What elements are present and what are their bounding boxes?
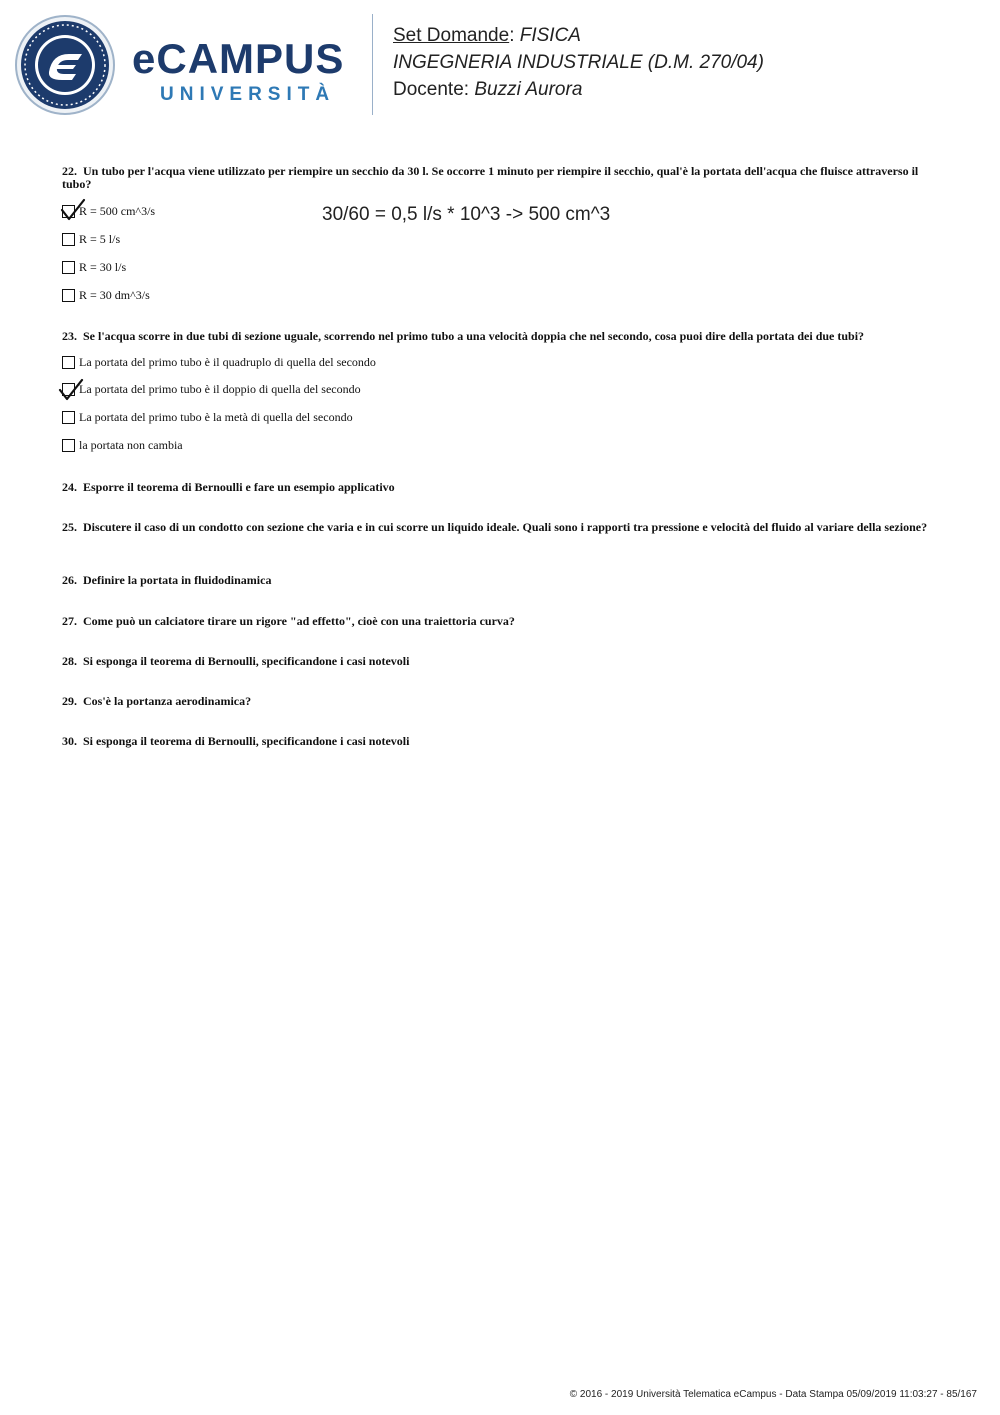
question-number: 27. bbox=[62, 614, 77, 628]
option-label: La portata del primo tubo è il doppio di quella del secondo bbox=[79, 382, 361, 396]
question-text: Se l'acqua scorre in due tubi di sezione uguale, scorrendo nel primo tubo a una velocità doppia che nel secondo, cosa puoi dire della portata dei due tubi? bbox=[83, 329, 865, 343]
question-text: Cos'è la portanza aerodinamica? bbox=[83, 694, 252, 708]
question-text: Come può un calciatore tirare un rigore "ad effetto", cioè con una traiettoria curva? bbox=[83, 614, 515, 628]
question-text: Esporre il teorema di Bernoulli e fare un esempio applicativo bbox=[83, 480, 395, 494]
question-24 bbox=[62, 481, 937, 494]
question-number: 29. bbox=[62, 694, 77, 708]
logo-brand: eCAMPUS bbox=[132, 35, 345, 82]
question-23 bbox=[62, 330, 937, 343]
question-28 bbox=[62, 655, 937, 668]
question-29 bbox=[62, 695, 937, 708]
question-text: Si esponga il teorema di Bernoulli, specificandone i casi notevoli bbox=[83, 654, 410, 668]
option-22-c[interactable] bbox=[62, 260, 126, 275]
checkbox[interactable] bbox=[62, 261, 75, 274]
option-23-d[interactable] bbox=[62, 438, 183, 453]
question-22 bbox=[62, 165, 937, 191]
course: INGEGNERIA INDUSTRIALE (D.M. 270/04) bbox=[393, 52, 764, 73]
ecampus-seal-logo bbox=[14, 14, 116, 116]
question-26 bbox=[62, 574, 937, 587]
header-info bbox=[393, 22, 764, 103]
checkbox[interactable] bbox=[62, 233, 75, 246]
question-number: 22. bbox=[62, 164, 77, 178]
checkbox[interactable] bbox=[62, 289, 75, 302]
option-label: La portata del primo tubo è il quadruplo di quella del secondo bbox=[79, 355, 376, 369]
option-22-b[interactable] bbox=[62, 232, 120, 247]
option-label: R = 500 cm^3/s bbox=[79, 204, 156, 218]
option-23-c[interactable] bbox=[62, 410, 353, 425]
question-number: 23. bbox=[62, 329, 77, 343]
question-text: Discutere il caso di un condotto con sezione che varia e in cui scorre un liquido ideale. Quali sono i rapporti tra pressione e velocità del fluido al variare della sezione? bbox=[83, 520, 928, 534]
option-22-d[interactable] bbox=[62, 288, 150, 303]
question-25 bbox=[62, 521, 937, 534]
docente-line bbox=[393, 76, 764, 103]
checkbox[interactable] bbox=[62, 439, 75, 452]
question-number: 28. bbox=[62, 654, 77, 668]
question-number: 25. bbox=[62, 520, 77, 534]
header-divider bbox=[372, 14, 373, 115]
option-label: La portata del primo tubo è la metà di quella del secondo bbox=[79, 410, 353, 424]
question-27 bbox=[62, 615, 937, 628]
question-number: 24. bbox=[62, 480, 77, 494]
set-separator: : bbox=[509, 25, 520, 46]
docente-label: Docente: bbox=[393, 79, 475, 100]
question-30 bbox=[62, 735, 937, 748]
option-23-a[interactable] bbox=[62, 355, 376, 370]
page-footer: © 2016 - 2019 Università Telematica eCampus - Data Stampa 05/09/2019 11:03:27 - 85/167 bbox=[569, 1389, 977, 1400]
option-label: R = 30 l/s bbox=[79, 260, 127, 274]
checkmark-icon bbox=[58, 378, 84, 402]
option-label: R = 30 dm^3/s bbox=[79, 288, 150, 302]
question-number: 26. bbox=[62, 573, 77, 587]
question-text: Si esponga il teorema di Bernoulli, specificandone i casi notevoli bbox=[83, 734, 410, 748]
checkmark-icon bbox=[60, 198, 86, 222]
logo-subtitle: UNIVERSITÀ bbox=[160, 84, 336, 105]
handwritten-note: 30/60 = 0,5 l/s * 10^3 -> 500 cm^3 bbox=[322, 204, 611, 225]
checkbox[interactable] bbox=[62, 411, 75, 424]
option-23-b[interactable] bbox=[62, 382, 361, 397]
set-label: Set Domande bbox=[393, 25, 510, 46]
question-number: 30. bbox=[62, 734, 77, 748]
ecampus-wordmark bbox=[132, 35, 345, 106]
question-text: Un tubo per l'acqua viene utilizzato per riempire un secchio da 30 l. Se occorre 1 minuto per riempire il secchio, qual'è la portata dell'acqua che fluisce attraverso il tubo? bbox=[62, 164, 919, 191]
subject: FISICA bbox=[519, 25, 581, 46]
checkbox[interactable] bbox=[62, 356, 75, 369]
set-line bbox=[393, 22, 764, 49]
option-label: R = 5 l/s bbox=[79, 232, 121, 246]
docente-name: Buzzi Aurora bbox=[474, 79, 583, 100]
option-label: la portata non cambia bbox=[79, 438, 183, 452]
question-text: Definire la portata in fluidodinamica bbox=[83, 573, 272, 587]
